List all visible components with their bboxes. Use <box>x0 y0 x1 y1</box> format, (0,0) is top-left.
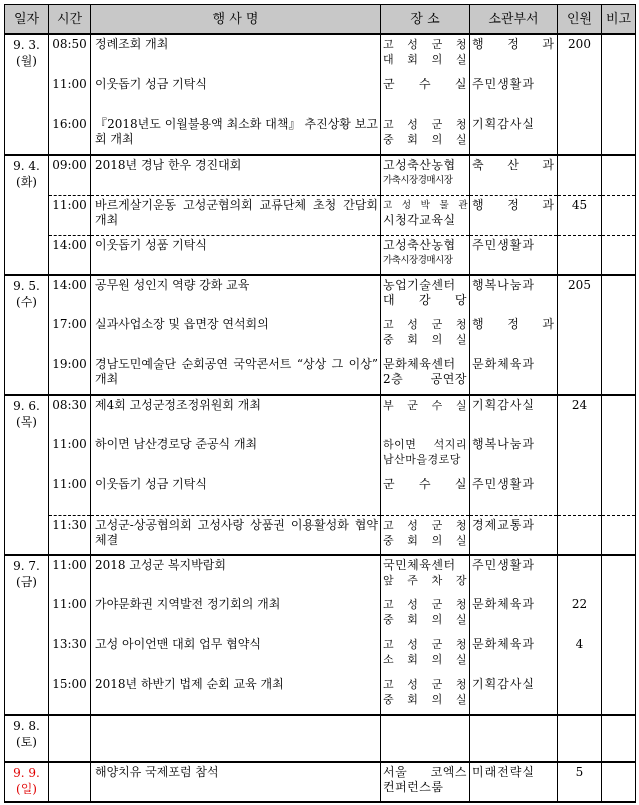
note-cell <box>602 635 636 675</box>
location-line: 고 성 군 청 <box>383 598 467 611</box>
dept-cell: 축 산 과 <box>470 155 558 195</box>
location-cell <box>381 275 470 315</box>
date-day: 9. 7. <box>13 559 40 573</box>
dept-cell: 행 정 과 <box>470 34 558 75</box>
date-cell <box>5 155 49 275</box>
time-cell <box>49 715 91 762</box>
schedule-row <box>5 635 636 675</box>
location-cell <box>381 515 470 555</box>
people-cell: 24 <box>558 395 602 435</box>
event-title: 2018년 하반기 법제 순회 교육 개최 <box>95 677 284 691</box>
note-cell <box>602 715 636 762</box>
note-cell <box>602 75 636 115</box>
location-cell <box>381 155 470 195</box>
event-title: 가야문화권 지역발전 정기회의 개최 <box>95 597 281 611</box>
location-line: 군 수 실 <box>383 77 467 91</box>
event-title: 해양치유 국제포럼 참석 <box>91 762 381 802</box>
schedule-table <box>4 4 636 803</box>
dept-cell: 경제교통과 <box>470 515 558 555</box>
dept-cell: 행 정 과 <box>470 195 558 235</box>
location-cell <box>381 635 470 675</box>
location-cell <box>381 435 470 475</box>
location-line: 하이면 석지리 <box>383 438 467 451</box>
location-cell <box>381 675 470 715</box>
date-cell <box>5 275 49 395</box>
location-line: 군 수 실 <box>383 477 467 491</box>
dept-cell: 기획감사실 <box>470 395 558 435</box>
schedule-row <box>5 275 636 315</box>
time-cell: 11:00 <box>49 75 91 115</box>
location-line: 2층 공연장 <box>383 372 467 386</box>
location-cell <box>381 475 470 515</box>
schedule-row <box>5 315 636 355</box>
event-title: 정례조회 개최 <box>91 34 381 75</box>
location-line: 남산마을경로당 <box>383 453 461 466</box>
location-cell <box>381 75 470 115</box>
note-cell <box>602 235 636 275</box>
location-line: 고성축산농협 <box>383 237 456 252</box>
event-title: 이웃돕기 성금 기탁식 <box>95 77 207 91</box>
event-title: 2018 고성군 복지박람회 <box>91 555 381 595</box>
location-line: 중 회 의 실 <box>383 613 467 626</box>
people-cell <box>558 435 602 475</box>
event-title: 실과사업소장 및 읍면장 연석회의 <box>95 317 269 331</box>
schedule-row <box>5 715 636 762</box>
header-date: 일자 <box>5 5 49 35</box>
people-cell: 5 <box>558 762 602 802</box>
header-note: 비고 <box>602 5 636 35</box>
date-weekday: (토) <box>16 735 37 749</box>
people-cell: 22 <box>558 595 602 635</box>
date-day: 9. 8. <box>13 719 40 733</box>
people-cell <box>558 115 602 155</box>
header-people: 인원 <box>558 5 602 35</box>
time-cell: 09:00 <box>49 155 91 195</box>
people-cell <box>558 475 602 515</box>
dept-cell: 문화체육과 <box>470 635 558 675</box>
header-location: 장 소 <box>381 5 470 35</box>
schedule-body <box>5 34 636 802</box>
schedule-row <box>5 555 636 595</box>
date-weekday: (일) <box>16 782 37 796</box>
dept-cell: 주민생활과 <box>470 75 558 115</box>
note-cell <box>602 315 636 355</box>
date-day: 9. 4. <box>13 159 40 173</box>
location-cell <box>381 595 470 635</box>
time-cell: 14:00 <box>49 275 91 315</box>
location-cell <box>381 115 470 155</box>
time-cell: 17:00 <box>49 315 91 355</box>
schedule-row <box>5 595 636 635</box>
location-line: 고 성 군 청 <box>383 678 467 691</box>
people-cell <box>558 235 602 275</box>
header-dept: 소관부서 <box>470 5 558 35</box>
event-title: 『2018년도 이월불용액 최소화 대책』 추진상황 보고회 개최 <box>95 117 378 146</box>
event-title: 고성 아이언맨 대회 업무 협약식 <box>95 637 261 651</box>
dept-cell: 기획감사실 <box>470 115 558 155</box>
schedule-row <box>5 355 636 395</box>
date-cell <box>5 555 49 715</box>
schedule-row <box>5 235 636 275</box>
people-cell <box>558 315 602 355</box>
time-cell: 16:00 <box>49 115 91 155</box>
date-day: 9. 6. <box>13 399 40 413</box>
schedule-row <box>5 75 636 115</box>
time-cell: 15:00 <box>49 675 91 715</box>
location-line: 고성축산농협 <box>383 158 456 172</box>
date-cell <box>5 715 49 762</box>
people-cell <box>558 515 602 555</box>
date-cell <box>5 395 49 555</box>
event-title: 2018년 경남 한우 경진대회 <box>91 155 381 195</box>
time-cell: 11:00 <box>49 555 91 595</box>
location-cell <box>381 235 470 275</box>
note-cell <box>602 34 636 75</box>
date-cell <box>5 34 49 155</box>
location-line: 가축시장경매시장 <box>383 175 453 186</box>
note-cell <box>602 515 636 555</box>
schedule-row <box>5 762 636 802</box>
dept-cell: 행복나눔과 <box>470 275 558 315</box>
dept-cell: 미래전략실 <box>470 762 558 802</box>
time-cell: 13:30 <box>49 635 91 675</box>
date-weekday: (금) <box>16 575 37 589</box>
people-cell: 45 <box>558 195 602 235</box>
date-weekday: (월) <box>16 54 37 68</box>
people-cell <box>558 75 602 115</box>
header-event: 행 사 명 <box>91 5 381 35</box>
note-cell <box>602 115 636 155</box>
note-cell <box>602 555 636 595</box>
schedule-row <box>5 34 636 75</box>
location-line: 고 성 군 청 <box>383 118 467 131</box>
date-weekday: (화) <box>16 175 37 189</box>
dept-cell <box>470 715 558 762</box>
people-cell: 4 <box>558 635 602 675</box>
location-cell <box>381 195 470 235</box>
location-cell <box>381 715 470 762</box>
dept-cell: 주민생활과 <box>470 235 558 275</box>
date-day: 9. 9. <box>13 766 40 780</box>
location-line: 소 회 의 실 <box>383 653 467 666</box>
location-line: 앞 주 차 장 <box>383 574 467 587</box>
location-cell <box>381 355 470 395</box>
location-line: 고 성 군 청 <box>383 38 467 51</box>
location-line: 대 강 당 <box>383 293 467 307</box>
time-cell <box>49 762 91 802</box>
people-cell <box>558 155 602 195</box>
people-cell: 200 <box>558 34 602 75</box>
note-cell <box>602 475 636 515</box>
time-cell: 11:00 <box>49 595 91 635</box>
schedule-row <box>5 155 636 195</box>
location-line: 컨퍼런스룸 <box>383 780 444 794</box>
location-cell <box>381 34 470 75</box>
location-cell <box>381 315 470 355</box>
location-cell <box>381 395 470 435</box>
event-title: 고성군-상공협의회 고성사랑 상품권 이용활성화 협약체결 <box>91 515 381 555</box>
location-line: 국민체육센터 <box>383 558 456 572</box>
date-weekday: (목) <box>16 415 37 429</box>
location-line: 대 회 의 실 <box>383 53 467 66</box>
date-day: 9. 5. <box>13 279 40 293</box>
date-day: 9. 3. <box>13 38 40 52</box>
header-time: 시간 <box>49 5 91 35</box>
time-cell: 11:30 <box>49 515 91 555</box>
location-cell <box>381 762 470 802</box>
time-cell: 14:00 <box>49 235 91 275</box>
event-title: 바르게살기운동 고성군협의회 교류단체 초청 간담회 개최 <box>91 195 381 235</box>
location-line: 고 성 박 물 관 <box>383 199 467 211</box>
location-line: 농업기술센터 <box>383 278 456 292</box>
note-cell <box>602 435 636 475</box>
event-title: 이웃돕기 성금 기탁식 <box>95 477 207 491</box>
schedule-row <box>5 195 636 235</box>
time-cell: 08:50 <box>49 34 91 75</box>
people-cell <box>558 355 602 395</box>
date-weekday: (수) <box>16 295 37 309</box>
dept-cell: 주민생활과 <box>470 555 558 595</box>
event-title: 공무원 성인지 역량 강화 교육 <box>91 275 381 315</box>
event-title <box>91 715 381 762</box>
time-cell: 11:00 <box>49 195 91 235</box>
event-title: 경남도민예술단 순회공연 국악콘서트 “상상 그 이상” 개최 <box>95 357 378 386</box>
schedule-row <box>5 675 636 715</box>
note-cell <box>602 155 636 195</box>
event-title: 하이면 남산경로당 준공식 개최 <box>95 437 258 451</box>
people-cell: 205 <box>558 275 602 315</box>
note-cell <box>602 275 636 315</box>
location-line: 중 회 의 실 <box>383 333 467 346</box>
note-cell <box>602 762 636 802</box>
date-cell <box>5 762 49 802</box>
event-title: 제4회 고성군정조정위원회 개최 <box>91 395 381 435</box>
schedule-row <box>5 115 636 155</box>
note-cell <box>602 595 636 635</box>
location-line: 중 회 의 실 <box>383 133 467 146</box>
people-cell <box>558 555 602 595</box>
people-cell <box>558 715 602 762</box>
dept-cell: 문화체육과 <box>470 355 558 395</box>
location-line: 가축시장경매시장 <box>383 254 453 266</box>
note-cell <box>602 195 636 235</box>
time-cell: 19:00 <box>49 355 91 395</box>
schedule-row <box>5 475 636 515</box>
note-cell <box>602 675 636 715</box>
location-line: 부 군 수 실 <box>383 399 467 412</box>
schedule-row <box>5 435 636 475</box>
people-cell <box>558 675 602 715</box>
location-line: 고 성 군 청 <box>383 638 467 651</box>
location-line: 시청각교육실 <box>383 212 456 227</box>
dept-cell: 행 정 과 <box>470 315 558 355</box>
header-row <box>5 5 636 35</box>
note-cell <box>602 395 636 435</box>
schedule-row <box>5 395 636 435</box>
location-line: 문화체육센터 <box>383 357 456 371</box>
location-line: 중 회 의 실 <box>383 693 467 706</box>
time-cell: 08:30 <box>49 395 91 435</box>
location-line: 고 성 군 청 <box>383 318 467 331</box>
event-title: 이웃돕기 성품 기탁식 <box>91 235 381 275</box>
location-cell <box>381 555 470 595</box>
time-cell: 11:00 <box>49 475 91 515</box>
dept-cell: 문화체육과 <box>470 595 558 635</box>
location-line: 중 회 의 실 <box>383 533 467 547</box>
schedule-row <box>5 515 636 555</box>
dept-cell: 기획감사실 <box>470 675 558 715</box>
dept-cell: 행복나눔과 <box>470 435 558 475</box>
note-cell <box>602 355 636 395</box>
location-line: 고 성 군 청 <box>383 518 467 532</box>
time-cell: 11:00 <box>49 435 91 475</box>
dept-cell: 주민생활과 <box>470 475 558 515</box>
location-line: 서울 코엑스 <box>383 765 467 779</box>
